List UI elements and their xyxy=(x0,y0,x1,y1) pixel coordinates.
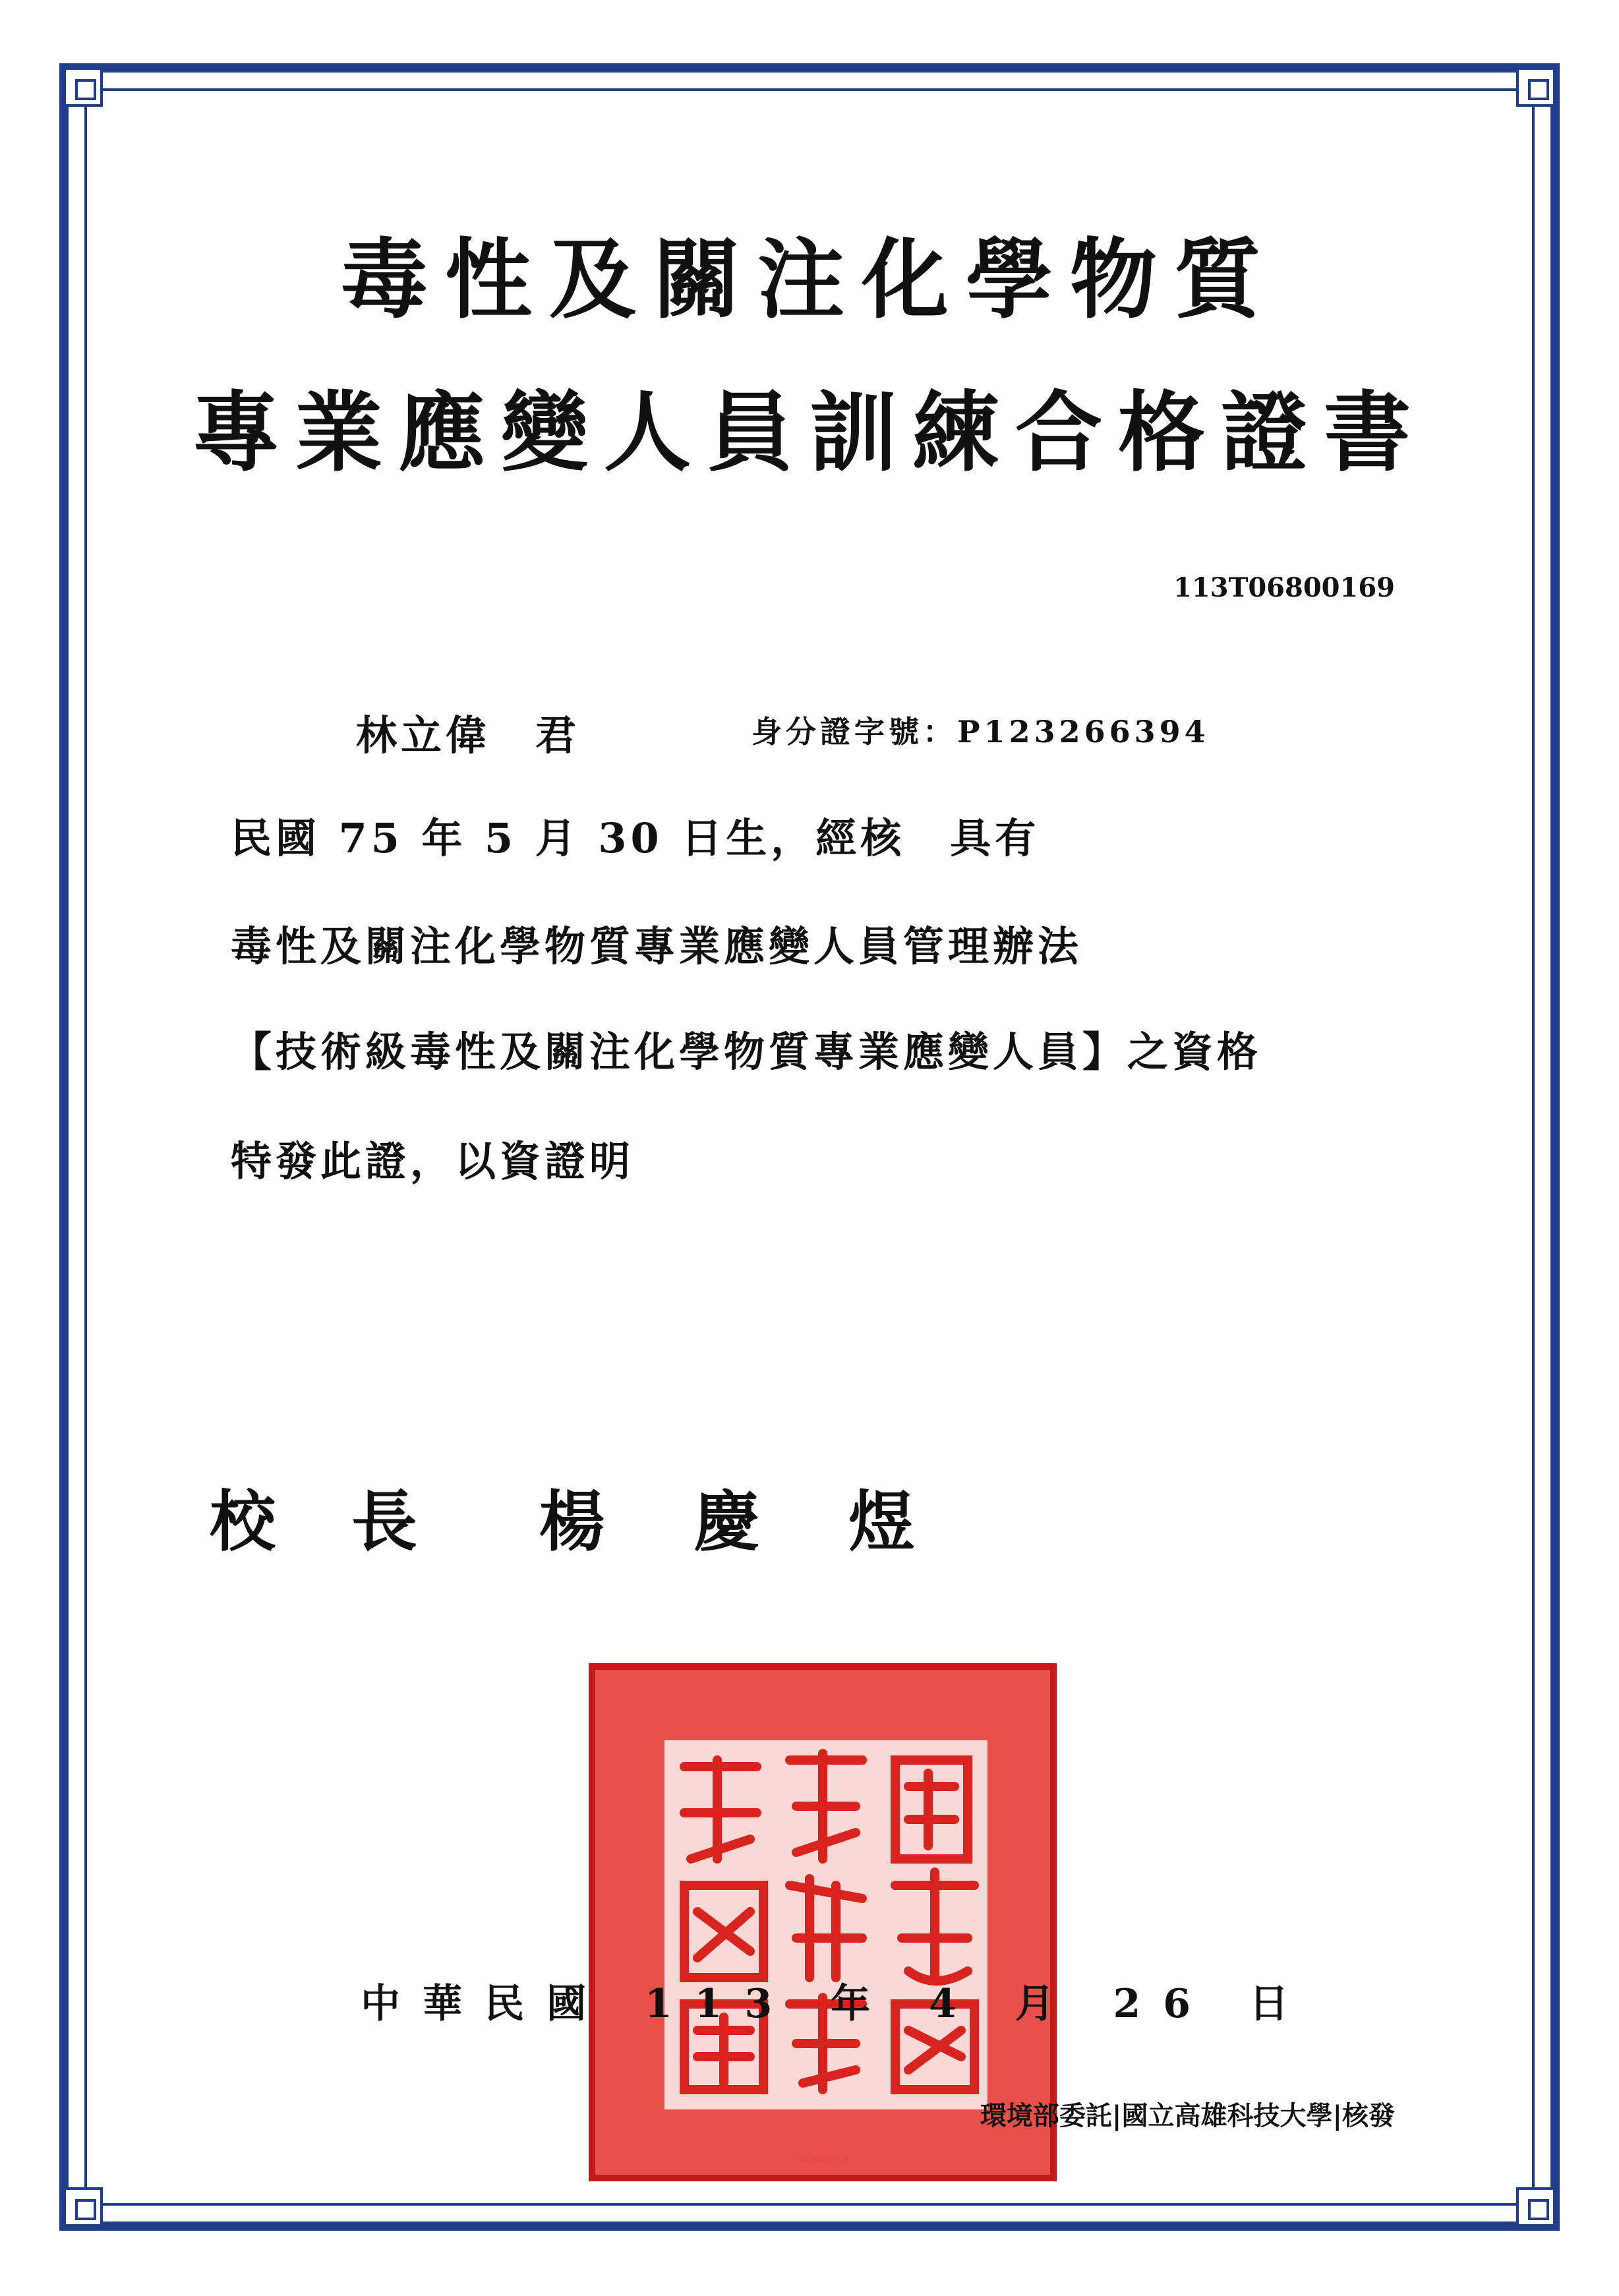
closing-line: 特發此證，以資證明 xyxy=(231,1137,635,1185)
regulation-line: 毒性及關注化學物質專業應變人員管理辦法 xyxy=(231,922,1083,970)
principal-signature-block xyxy=(210,1469,947,1564)
corner-ornament-bottom-right xyxy=(1516,2187,1556,2227)
birth-line: 民國 75 年 5 月 30 日生，經核 具有 xyxy=(231,814,1040,862)
id-number: 身分證字號：P123266394 xyxy=(751,714,1210,750)
principal-title: 校 長 xyxy=(210,1483,444,1560)
principal-name: 楊 慶 煜 xyxy=(539,1483,948,1560)
certificate-title-line2: 專業應變人員訓練合格證書 xyxy=(192,382,1427,484)
holder-name: 林立偉 君 xyxy=(356,711,581,759)
seal-text: 國立高雄科技大學 xyxy=(796,2157,849,2164)
corner-ornament-top-left xyxy=(63,67,103,107)
issuer-note: 環境部委託|國立高雄科技大學|核發 xyxy=(980,2100,1395,2131)
certificate-title-line1: 毒性及關注化學物質 xyxy=(341,229,1278,331)
corner-ornament-bottom-left xyxy=(63,2187,103,2227)
qualification-line: 【技術級毒性及關注化學物質專業應變人員】之資格 xyxy=(231,1028,1262,1076)
serial-number: 113T06800169 xyxy=(1173,572,1395,603)
issue-date: 中華民國 113 年 4 月 26 日 xyxy=(361,1981,1311,2027)
corner-ornament-top-right xyxy=(1516,67,1556,107)
